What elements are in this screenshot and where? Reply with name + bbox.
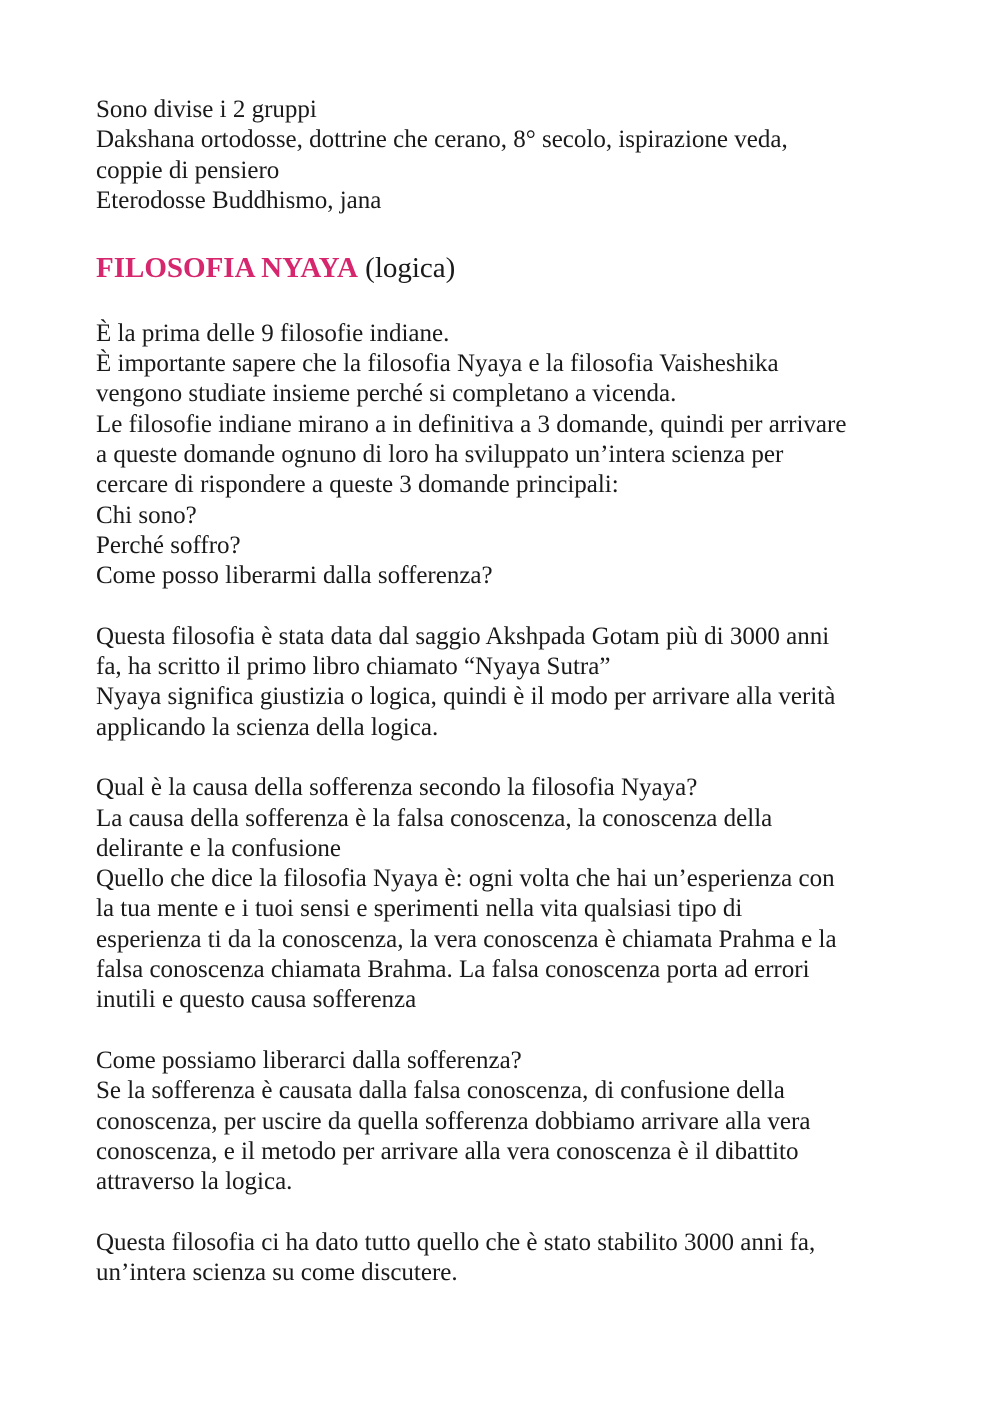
text-line: fa, ha scritto il primo libro chiamato “Nyaya Sutra” (96, 653, 611, 681)
question-line: Come posso liberarmi dalla sofferenza? (96, 562, 493, 590)
text-line: Le filosofie indiane mirano a in definitiva a 3 domande, quindi per arrivare (96, 410, 847, 438)
spacer (96, 1016, 916, 1046)
spacer (96, 591, 916, 621)
text-line: falsa conoscenza chiamata Brahma. La falsa conoscenza porta ad errori (96, 956, 810, 984)
text-line: attraverso la logica. (96, 1168, 293, 1196)
question-line: Chi sono? (96, 501, 197, 529)
paragraph-4 (96, 1046, 916, 1197)
text-line: un’intera scienza su come discutere. (96, 1258, 458, 1286)
heading-title: FILOSOFIA NYAYA (96, 252, 358, 285)
text-line: conoscenza, e il metodo per arrivare alla vera conoscenza è il dibattito (96, 1137, 799, 1165)
spacer (96, 1197, 916, 1227)
intro-line: Eterodosse Buddhismo, jana (96, 186, 382, 214)
text-line: cercare di rispondere a queste 3 domande principali: (96, 471, 619, 499)
text-line: Questa filosofia è stata data dal saggio Akshpada Gotam più di 3000 anni (96, 622, 830, 650)
text-line: Questa filosofia ci ha dato tutto quello che è stato stabilito 3000 anni fa, (96, 1228, 816, 1256)
paragraph-3 (96, 773, 916, 1015)
paragraph-1 (96, 319, 916, 592)
paragraph-2 (96, 622, 916, 743)
document-page (96, 95, 916, 1288)
section-heading (96, 250, 916, 286)
paragraph-5 (96, 1228, 916, 1289)
spacer (96, 743, 916, 773)
question-line: Perché soffro? (96, 531, 241, 559)
intro-line: Sono divise i 2 gruppi (96, 96, 317, 123)
text-line: inutili e questo causa sofferenza (96, 986, 417, 1014)
text-line: applicando la scienza della logica. (96, 713, 439, 741)
text-line: delirante e la confusione (96, 834, 342, 862)
text-line: Come possiamo liberarci dalla sofferenza? (96, 1046, 522, 1074)
text-line: È la prima delle 9 filosofie indiane. (96, 319, 450, 347)
text-line: esperienza ti da la conoscenza, la vera conoscenza è chiamata Prahma e la (96, 925, 837, 953)
intro-block (96, 95, 916, 216)
text-line: La causa della sofferenza è la falsa conoscenza, la conoscenza della (96, 804, 773, 832)
text-line: Se la sofferenza è causata dalla falsa conoscenza, di confusione della (96, 1077, 785, 1105)
text-line: la tua mente e i tuoi sensi e sperimenti nella vita qualsiasi tipo di (96, 895, 743, 923)
intro-line: coppie di pensiero (96, 156, 280, 184)
spacer (96, 216, 916, 246)
text-line: conoscenza, per uscire da quella sofferenza dobbiamo arrivare alla vera (96, 1107, 811, 1135)
text-line: È importante sapere che la filosofia Nyaya e la filosofia Vaisheshika (96, 350, 779, 378)
heading-subtitle: (logica) (357, 252, 456, 285)
text-line: vengono studiate insieme perché si completano a vicenda. (96, 380, 677, 408)
text-line: Quello che dice la filosofia Nyaya è: ogni volta che hai un’esperienza con (96, 865, 835, 893)
text-line: Qual è la causa della sofferenza secondo la filosofia Nyaya? (96, 774, 698, 802)
text-line: Nyaya significa giustizia o logica, quindi è il modo per arrivare alla verità (96, 683, 836, 711)
text-line: a queste domande ognuno di loro ha sviluppato un’intera scienza per (96, 440, 784, 468)
intro-line: Dakshana ortodosse, dottrine che cerano, 8° secolo, ispirazione veda, (96, 126, 788, 154)
spacer (96, 288, 916, 318)
